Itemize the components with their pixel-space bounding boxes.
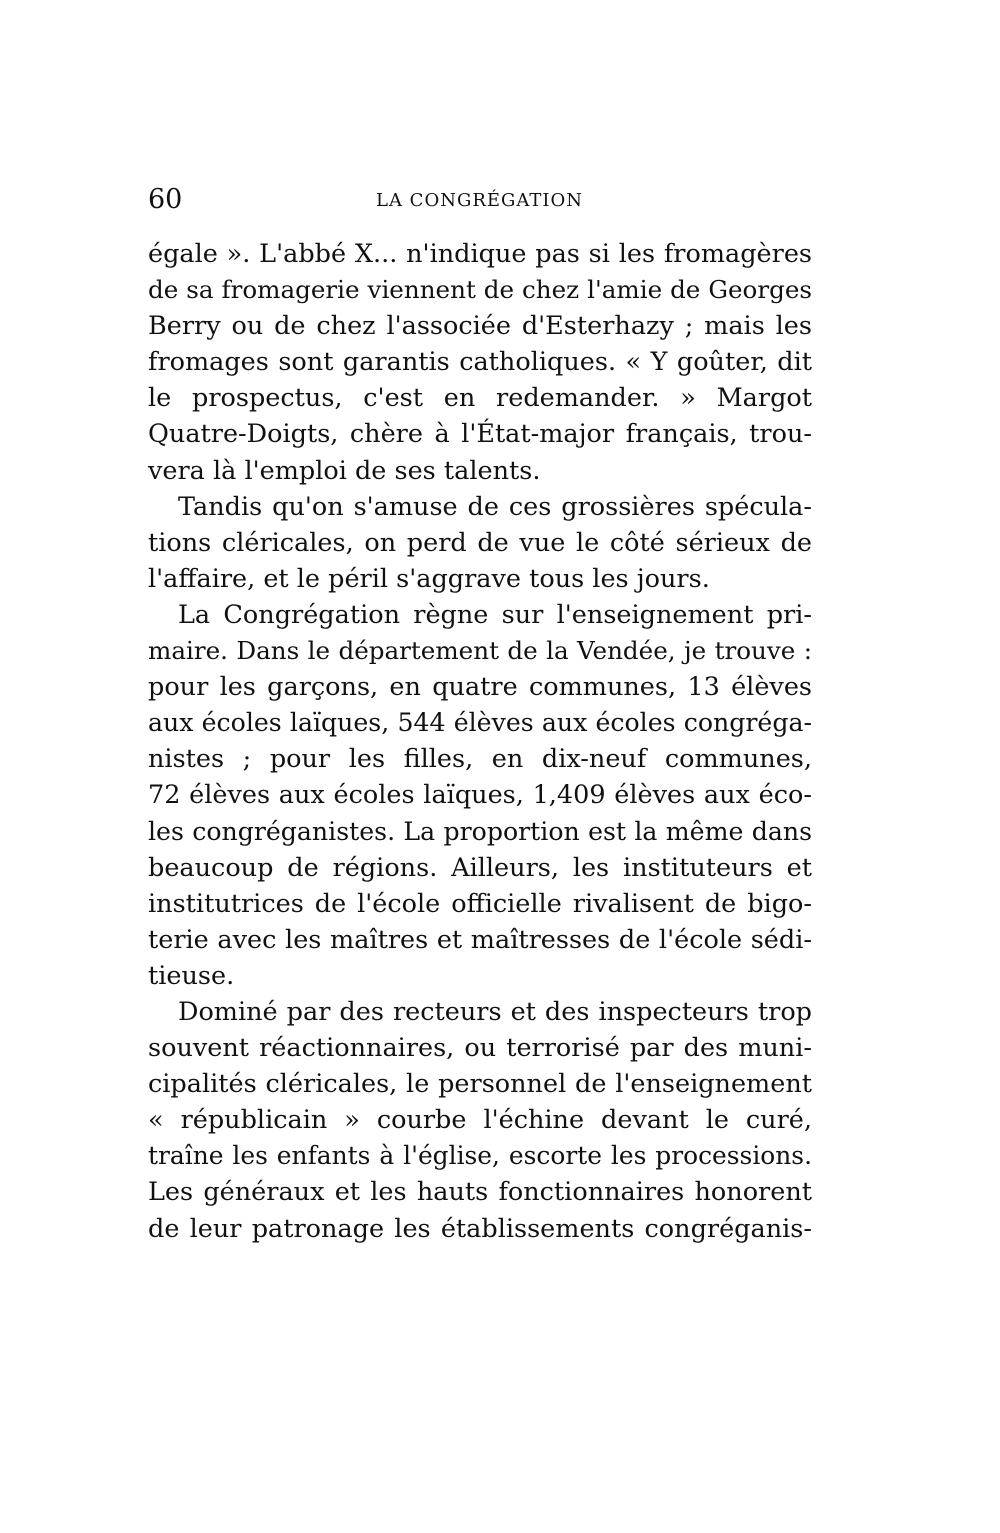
text-line: de leur patronage les établissements congréganis-: [148, 1213, 812, 1244]
text-line: tieuse.: [148, 960, 235, 991]
text-line: Quatre-Doigts, chère à l'État-major français, trou-: [148, 419, 812, 450]
text-line: institutrices de l'école officielle rivalisent de bigo-: [148, 888, 812, 919]
text-line: souvent réactionnaires, ou terrorisé par des muni-: [148, 1033, 812, 1064]
text-line: 72 élèves aux écoles laïques, 1,409 élèves aux éco-: [148, 780, 812, 811]
page-header: [148, 183, 812, 223]
text-line: « républicain » courbe l'échine devant le curé,: [148, 1105, 812, 1136]
text-line: Tandis qu'on s'amuse de ces grossières spécula-: [178, 491, 812, 522]
text-line: Berry ou de chez l'associée d'Esterhazy ; mais les: [148, 311, 812, 342]
text-line: traîne les enfants à l'église, escorte les processions.: [148, 1141, 812, 1171]
text-line: Dominé par des recteurs et des inspecteurs trop: [178, 996, 812, 1027]
text-line: terie avec les maîtres et maîtresses de l'école sédi-: [148, 924, 812, 955]
text-line: l'affaire, et le péril s'aggrave tous les jours.: [148, 563, 710, 594]
text-line: le prospectus, c'est en redemander. » Margot: [148, 383, 812, 414]
body-text: [148, 236, 812, 1247]
running-title: LA CONGRÉGATION: [376, 190, 584, 211]
text-line: maire. Dans le département de la Vendée, je trouve :: [148, 636, 812, 666]
text-line: tions cléricales, on perd de vue le côté sérieux de: [148, 527, 812, 558]
text-line: fromages sont garantis catholiques. « Y goûter, dit: [148, 347, 812, 378]
text-line: de sa fromagerie viennent de chez l'amie de Georges: [148, 275, 812, 305]
text-line: égale ». L'abbé X... n'indique pas si les fromagères: [148, 239, 812, 269]
text-line: vera là l'emploi de ses talents.: [148, 455, 541, 486]
text-line: les congréganistes. La proportion est la même dans: [148, 816, 812, 846]
text-line: La Congrégation règne sur l'enseignement pri-: [178, 599, 812, 630]
text-line: cipalités cléricales, le personnel de l'enseignement: [148, 1069, 812, 1100]
page-number: 60: [148, 184, 183, 215]
text-line: pour les garçons, en quatre communes, 13 élèves: [148, 672, 812, 703]
text-line: aux écoles laïques, 544 élèves aux écoles congréga-: [148, 708, 812, 738]
text-line: beaucoup de régions. Ailleurs, les instituteurs et: [148, 852, 812, 883]
text-line: nistes ; pour les filles, en dix-neuf communes,: [148, 744, 812, 775]
text-line: Les généraux et les hauts fonctionnaires honorent: [148, 1177, 812, 1208]
